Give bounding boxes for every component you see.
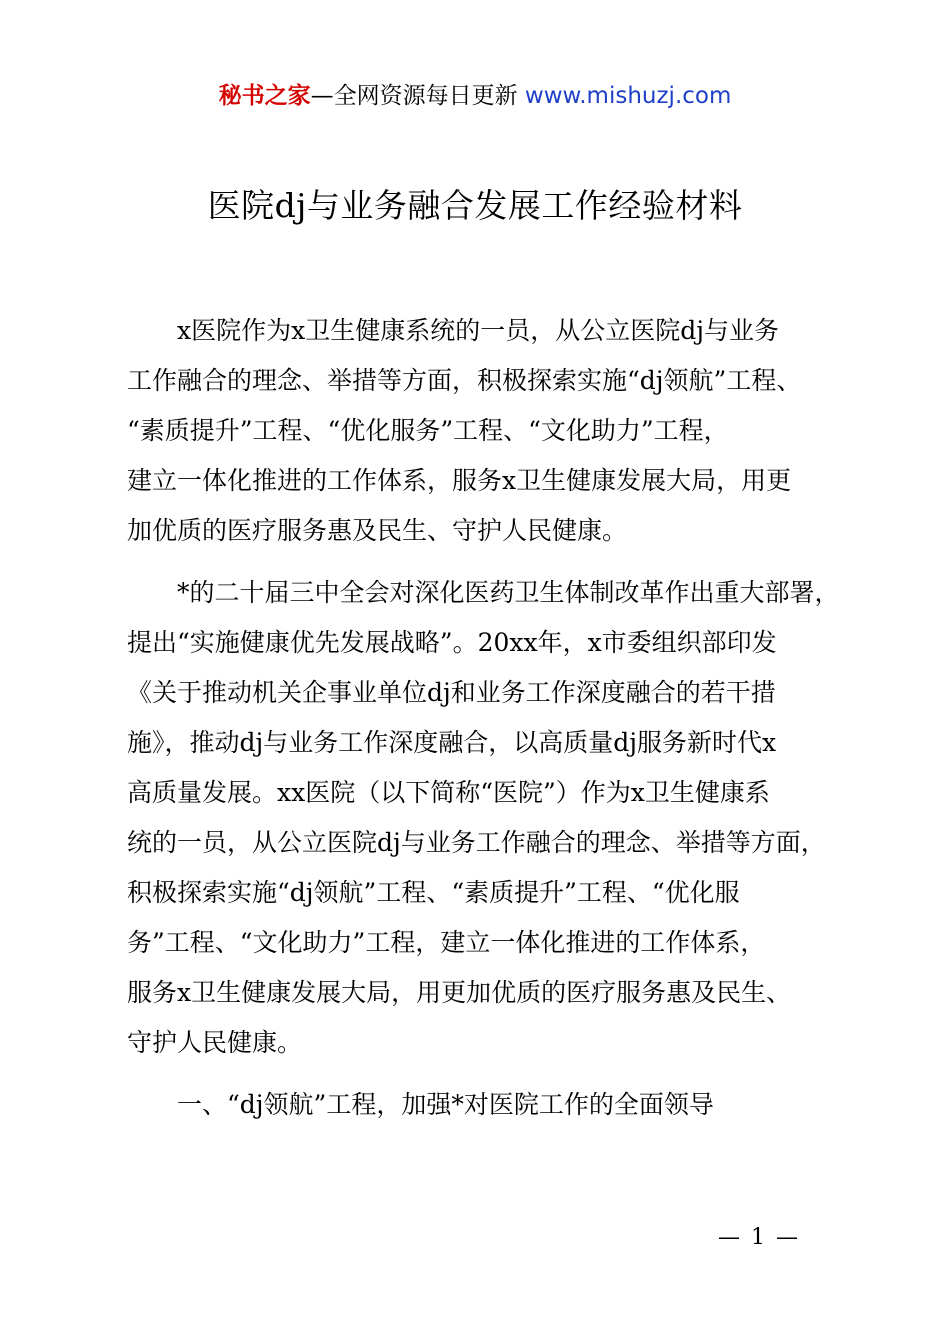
paragraph-line: 工作融合的理念、举措等方面，积极探索实施“dj领航”工程、: [127, 366, 802, 395]
paragraph-line: 施》，推动dj与业务工作深度融合，以高质量dj服务新时代x: [127, 728, 777, 757]
paragraph-1: [127, 306, 867, 556]
paragraph-line: 积极探索实施“dj领航”工程、“素质提升”工程、“优化服: [127, 878, 740, 907]
paragraph-line: x医院作为x卫生健康系统的一员，从公立医院dj与业务: [127, 316, 779, 345]
paragraph-2: [127, 568, 867, 1068]
paragraph-line: *的二十届三中全会对深化医药卫生体制改革作出重大部署，: [127, 578, 840, 607]
site-header: [0, 80, 950, 112]
paragraph-line: 务”工程、“文化助力”工程，建立一体化推进的工作体系，: [127, 928, 766, 957]
paragraph-line: 统的一员，从公立医院dj与业务工作融合的理念、举措等方面，: [127, 828, 826, 857]
paragraph-line: 提出“实施健康优先发展战略”。20xx年，x市委组织部印发: [127, 628, 777, 657]
paragraph-line: 建立一体化推进的工作体系，服务x卫生健康发展大局，用更: [127, 466, 792, 495]
paragraph-line: 加优质的医疗服务惠及民生、守护人民健康。: [127, 516, 628, 545]
paragraph-line: 高质量发展。xx医院（以下简称“医院”）作为x卫生健康系: [127, 778, 770, 807]
site-brand: 秘书之家: [218, 83, 311, 109]
page-number: — 1 —: [718, 1225, 800, 1250]
document-title: 医院dj与业务融合发展工作经验材料: [207, 186, 743, 225]
paragraph-line: 服务x卫生健康发展大局，用更加优质的医疗服务惠及民生、: [127, 978, 792, 1007]
paragraph-line: “素质提升”工程、“优化服务”工程、“文化助力”工程，: [127, 416, 729, 445]
section-heading: 一、“dj领航”工程，加强*对医院工作的全面领导: [177, 1090, 714, 1119]
site-tagline: —全网资源每日更新: [310, 83, 525, 109]
site-url-link[interactable]: www.mishuzj.com: [524, 83, 732, 109]
paragraph-line: 《关于推动机关企事业单位dj和业务工作深度融合的若干措: [127, 678, 776, 707]
paragraph-line: 守护人民健康。: [127, 1028, 303, 1057]
